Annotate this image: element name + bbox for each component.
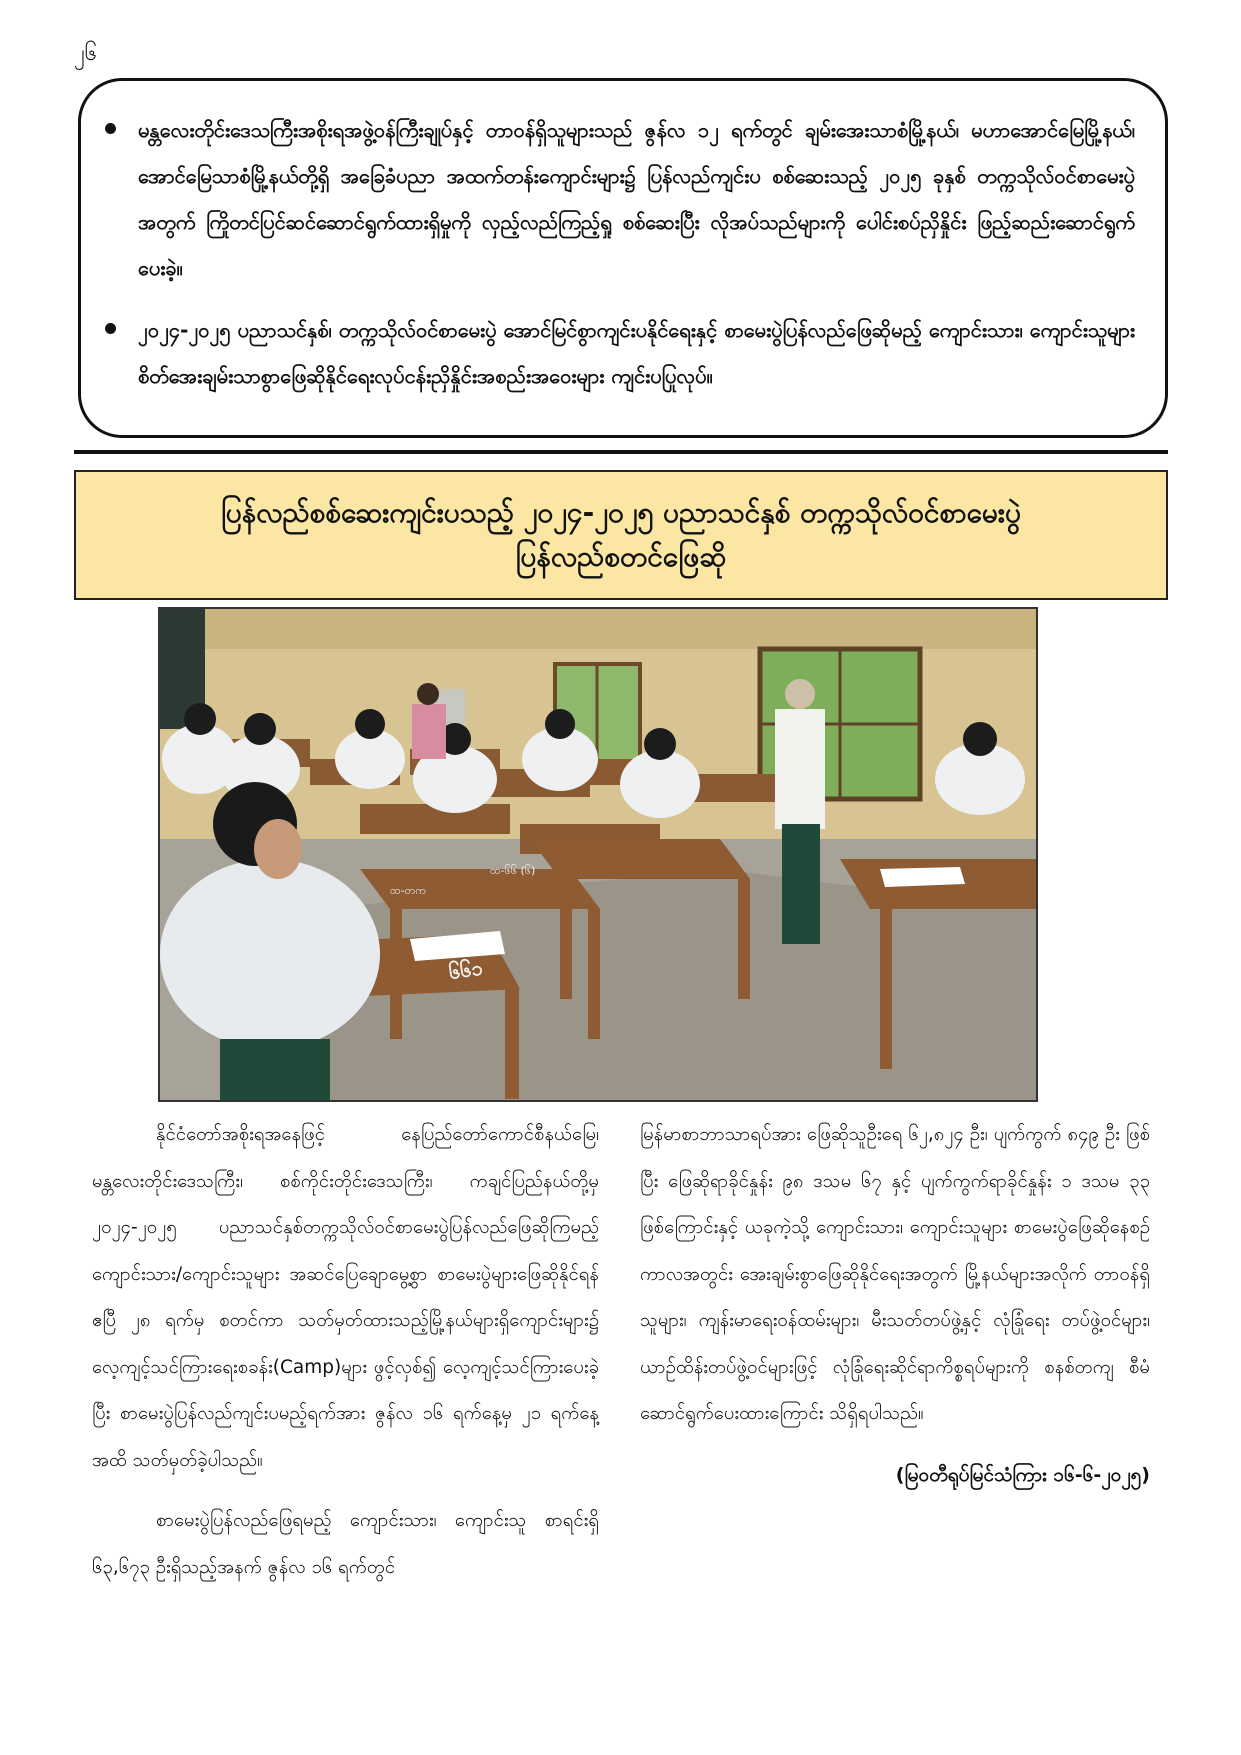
page-number: ၂၆: [74, 41, 98, 66]
headline-line-2: ပြန်လည်စတင်ဖြေဆို: [515, 540, 727, 573]
article-left-column: [92, 1112, 599, 1605]
article-paragraph: မြန်မာစာဘာသာရပ်အား ဖြေဆိုသူဦးရေ ၆၂,၈၂၄ ဦး၊ ပျက်ကွက် ၈၄၉ ဦး ဖြစ်ပြီး ဖြေဆိုရာခိုင်နှုန်း ၉၈ ဒသမ ၆၇ နှင့် ပျက်ကွက်ရာခိုင်နှုန်း ၁ ဒသမ ၃၃ ဖြစ်ကြောင်းနှင့် ယခုကဲ့သို့ ကျောင်းသား၊ ကျောင်းသူများ စာမေးပွဲဖြေဆိုနေစဉ်ကာလအတွင်း အေးချမ်းစွာဖြေဆိုနိုင်ရေးအတွက် မြို့နယ်များအလိုက် တာဝန်ရှိသူများ၊ ကျန်းမာရေးဝန်ထမ်းများ၊ မီးသတ်တပ်ဖွဲ့နှင့် လုံခြုံရေး တပ်ဖွဲ့ဝင်များ၊ ယာဉ်ထိန်းတပ်ဖွဲ့ဝင်များဖြင့် လုံခြုံရေးဆိုင်ရာကိစ္စရပ်များကို စနစ်တကျ စီမံဆောင်ရွက်ပေးထားကြောင်း သိရှိရပါသည်။: [640, 1124, 1150, 1424]
exam-hall-photo: [158, 607, 1038, 1102]
article-paragraph: စာမေးပွဲပြန်လည်ဖြေရမည့် ကျောင်းသား၊ ကျောင်းသူ စာရင်းရှိ ၆၃,၆၇၃ ဦးရှိသည့်အနက် ဇွန်လ ၁၆ ရက်တွင်: [92, 1510, 599, 1578]
desk-label: ထ-တက: [390, 884, 427, 897]
bullet-text: ၂၀၂၄-၂၀၂၅ ပညာသင်နှစ်၊ တက္ကသိုလ်ဝင်စာမေးပွဲ အောင်မြင်စွာကျင်းပနိုင်ရေးနှင့် စာမေးပွဲပြန်လည်ဖြေဆိုမည့် ကျောင်းသား၊ ကျောင်းသူများ စိတ်အေးချမ်းသာစွာဖြေဆိုနိုင်ရေးလုပ်ငန်းညှိနှိုင်းအစည်းအဝေးများ ကျင်းပပြုလုပ်။: [138, 318, 1135, 388]
desk-label: ၆၆၁: [447, 955, 485, 984]
bullet-text: မန္တလေးတိုင်းဒေသကြီးအစိုးရအဖွဲ့ဝန်ကြီးချုပ်နှင့် တာဝန်ရှိသူများသည် ဇွန်လ ၁၂ ရက်တွင် ချမ်းအေးသာစံမြို့နယ်၊ မဟာအောင်မြေမြို့နယ်၊ အောင်မြေသာစံမြို့နယ်တို့ရှိ အခြေခံပညာ အထက်တန်းကျောင်းများ၌ ပြန်လည်ကျင်းပ စစ်ဆေးသည့် ၂၀၂၅ ခုနှစ် တက္ကသိုလ်ဝင်စာမေးပွဲအတွက် ကြိုတင်ပြင်ဆင်ဆောင်ရွက်ထားရှိမှုကို လှည့်လည်ကြည့်ရှု စစ်ဆေးပြီး လိုအပ်သည်များကို ပေါင်းစပ်ညှိနှိုင်း ဖြည့်ဆည်းဆောင်ရွက်ပေးခဲ့။: [138, 118, 1135, 280]
article-paragraph: နိုင်ငံတော်အစိုးရအနေဖြင့် နေပြည်တော်ကောင်စီနယ်မြေ၊ မန္တလေးတိုင်းဒေသကြီး၊ စစ်ကိုင်းတိုင်းဒေသကြီး၊ ကချင်ပြည်နယ်တို့မှ ၂၀၂၄-၂၀၂၅ ပညာသင်နှစ်တက္ကသိုလ်ဝင်စာမေးပွဲပြန်လည်ဖြေဆိုကြမည့် ကျောင်းသား/ကျောင်းသူများ အဆင်ပြေချောမွေ့စွာ စာမေးပွဲများဖြေဆိုနိုင်ရန် ဧပြီ ၂၈ ရက်မှ စတင်ကာ သတ်မှတ်ထားသည့်မြို့နယ်များရှိကျောင်းများ၌ လေ့ကျင့်သင်ကြားရေးစခန်း(Camp)များ ဖွင့်လှစ်၍ လေ့ကျင့်သင်ကြားပေးခဲ့ပြီး စာမေးပွဲပြန်လည်ကျင်းပမည့်ရက်အား ဇွန်လ ၁၆ ရက်နေ့မှ ၂၁ ရက်နေ့အထိ သတ်မှတ်ခဲ့ပါသည်။: [92, 1124, 599, 1471]
summary-box: [78, 78, 1168, 438]
section-divider: [74, 450, 1168, 454]
source-credit: (မြဝတီရုပ်မြင်သံကြား ၁၆-၆-၂၀၂၅): [895, 1463, 1150, 1486]
article-right-column: [640, 1112, 1150, 1498]
bullet-item: [105, 107, 1135, 291]
headline-line-1: ပြန်လည်စစ်ဆေးကျင်းပသည့် ၂၀၂၄-၂၀၂၅ ပညာသင်နှစ် တက္ကသိုလ်ဝင်စာမေးပွဲ: [221, 496, 1021, 529]
desk-label: ထ-၆၆ (၆): [490, 864, 536, 877]
bullet-item: [105, 307, 1135, 399]
bullet-icon: [105, 123, 116, 134]
bullet-icon: [105, 323, 116, 334]
headline-box: [74, 470, 1168, 600]
